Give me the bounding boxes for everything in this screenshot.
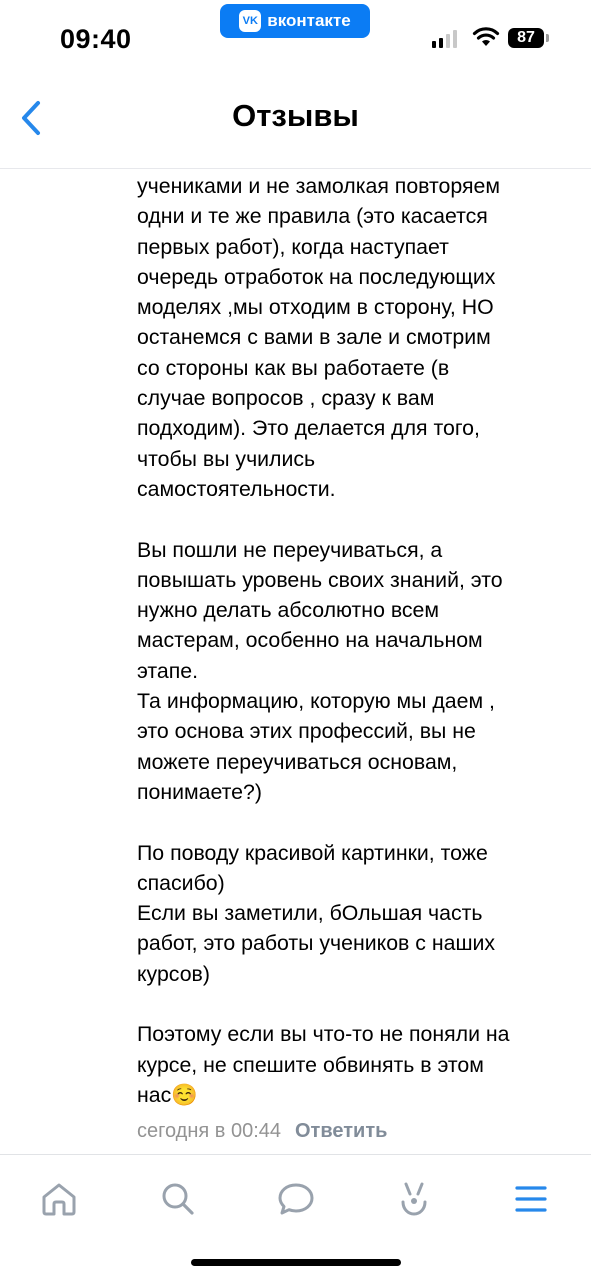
home-icon [40, 1181, 78, 1217]
comment-text: учениками и не замолкая повторяем одни и те же правила (это касается первых работ), когда наступает очередь отработок на последующих моделях ,мы отходим в сторону, НО останемся с вами в зале и смотрим со стороны как вы работаете (в случае вопросов , сразу к вам подходим). Это делается для того, чтобы вы учились самостоятельности. Вы пошли не переучиваться, а повышать уровень своих знаний, это нужно делать абсолютно всем мастерам, особенно на начальном этапе. Та информацию, которую мы даем , это основа этих профессий, вы не можете переучиваться основам, понимаете?) По поводу красивой картинки, тоже спасибо) Если вы заметили, бОльшая часть работ, это работы учеников с наших курсов) Поэтому если вы что-то не поняли на курсе, не спешите обвинять в этом нас☺️ [137, 174, 510, 1107]
comment [137, 171, 567, 1143]
status-bar [0, 0, 591, 78]
home-indicator [191, 1259, 401, 1266]
messages-icon [277, 1181, 315, 1217]
vk-app-badge-label: вконтакте [267, 11, 351, 30]
menu-icon [514, 1184, 548, 1214]
tab-search[interactable] [148, 1169, 208, 1229]
cellular-signal-icon [432, 30, 457, 48]
reply-button[interactable]: Ответить [295, 1120, 388, 1143]
tab-clips[interactable] [384, 1169, 444, 1229]
comment-date: сегодня в 00:44 [137, 1120, 281, 1143]
tab-messages[interactable] [266, 1169, 326, 1229]
comment-meta [137, 1120, 567, 1143]
vk-logo-icon: VK [239, 10, 261, 32]
page-title: Отзывы [232, 98, 359, 133]
tab-menu[interactable] [501, 1169, 561, 1229]
status-time: 09:40 [60, 24, 132, 54]
search-icon [160, 1181, 196, 1217]
nav-header [0, 78, 591, 169]
clips-icon [398, 1180, 430, 1218]
vk-app-badge[interactable] [220, 4, 370, 38]
wifi-icon [472, 26, 500, 48]
tab-home[interactable] [29, 1169, 89, 1229]
battery-icon [508, 28, 544, 48]
battery-level: 87 [517, 29, 535, 46]
battery-nub [546, 34, 549, 42]
